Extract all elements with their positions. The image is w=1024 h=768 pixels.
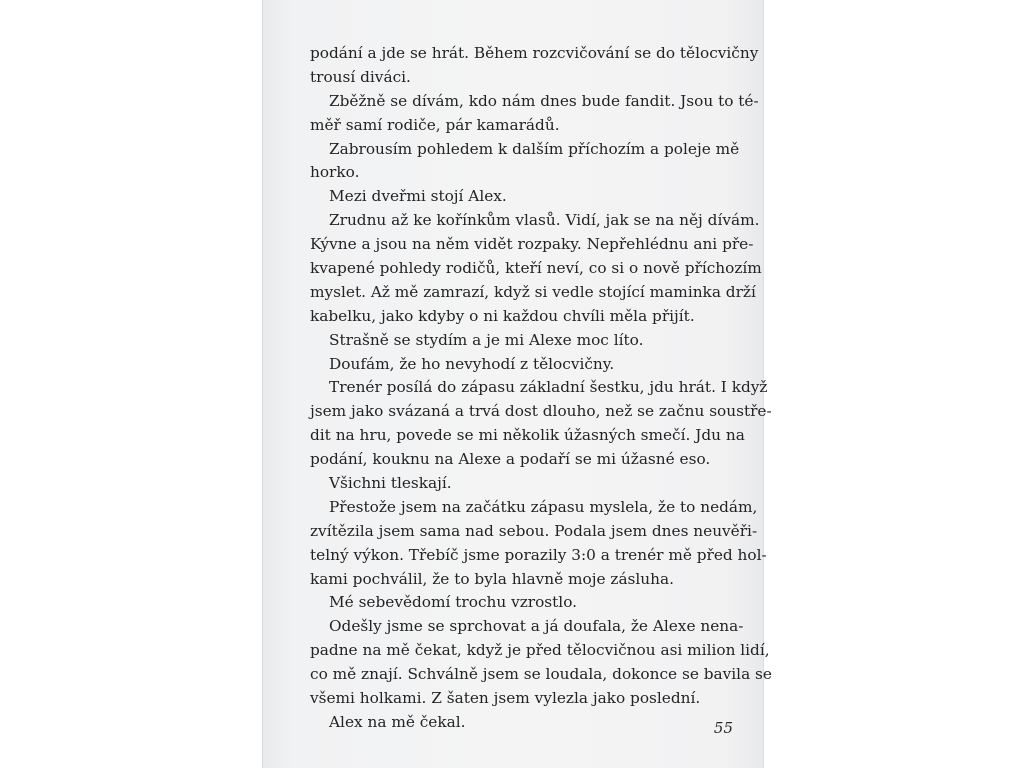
- text-line: Zabrousím pohledem k dalším příchozím a poleje mě: [329, 139, 740, 158]
- text-line: dit na hru, povede se mi několik úžasných smečí. Jdu na: [310, 426, 745, 445]
- text-line: Všichni tleskají.: [329, 474, 452, 493]
- text-line: Přestože jsem na začátku zápasu myslela, že to nedám,: [329, 497, 758, 516]
- text-line: horko.: [310, 163, 360, 182]
- text-line: Strašně se stydím a je mi Alexe moc líto.: [329, 330, 644, 349]
- book-page: [262, 0, 772, 768]
- text-line: Trenér posílá do zápasu základní šestku, jdu hrát. I když: [329, 378, 768, 397]
- text-line: Odešly jsme se sprchovat a já doufala, že Alexe nena-: [329, 617, 744, 636]
- text-line: Zběžně se dívám, kdo nám dnes bude fandit. Jsou to té-: [329, 91, 759, 110]
- text-line: co mě znají. Schválně jsem se loudala, dokonce se bavila se: [310, 665, 772, 684]
- text-line: kami pochválil, že to byla hlavně moje zásluha.: [310, 569, 674, 588]
- text-line: padne na mě čekat, když je před tělocvičnou asi milion lidí,: [310, 641, 770, 660]
- text-line: podání, kouknu na Alexe a podaří se mi úžasné eso.: [310, 450, 711, 469]
- text-line: kvapené pohledy rodičů, kteří neví, co si o nově příchozím: [310, 259, 762, 278]
- text-line: Alex na mě čekal.: [329, 712, 466, 731]
- body-text: [310, 42, 772, 735]
- text-line: Mezi dveřmi stojí Alex.: [329, 187, 507, 206]
- text-line: měř samí rodiče, pár kamarádů.: [310, 115, 560, 134]
- text-line: myslet. Až mě zamrazí, když si vedle stojící maminka drží: [310, 282, 756, 301]
- text-line: Zrudnu až ke kořínkům vlasů. Vidí, jak se na něj dívám.: [329, 211, 760, 230]
- text-line: kabelku, jako kdyby o ni každou chvíli měla přijít.: [310, 306, 695, 325]
- text-line: všemi holkami. Z šaten jsem vylezla jako poslední.: [310, 689, 701, 708]
- text-line: telný výkon. Třebíč jsme porazily 3:0 a trenér mě před hol-: [310, 545, 767, 564]
- text-line: Kývne a jsou na něm vidět rozpaky. Nepřehlédnu ani pře-: [310, 235, 754, 254]
- text-line: jsem jako svázaná a trvá dost dlouho, než se začnu soustře-: [310, 402, 772, 421]
- text-line: zvítězila jsem sama nad sebou. Podala jsem dnes neuvěři-: [310, 521, 758, 540]
- text-line: trousí diváci.: [310, 67, 411, 86]
- text-line: Mé sebevědomí trochu vzrostlo.: [329, 593, 577, 612]
- text-line: podání a jde se hrát. Během rozcvičování se do tělocvičny: [310, 44, 759, 62]
- page-number: 55: [713, 719, 733, 737]
- text-line: Doufám, že ho nevyhodí z tělocvičny.: [329, 354, 615, 373]
